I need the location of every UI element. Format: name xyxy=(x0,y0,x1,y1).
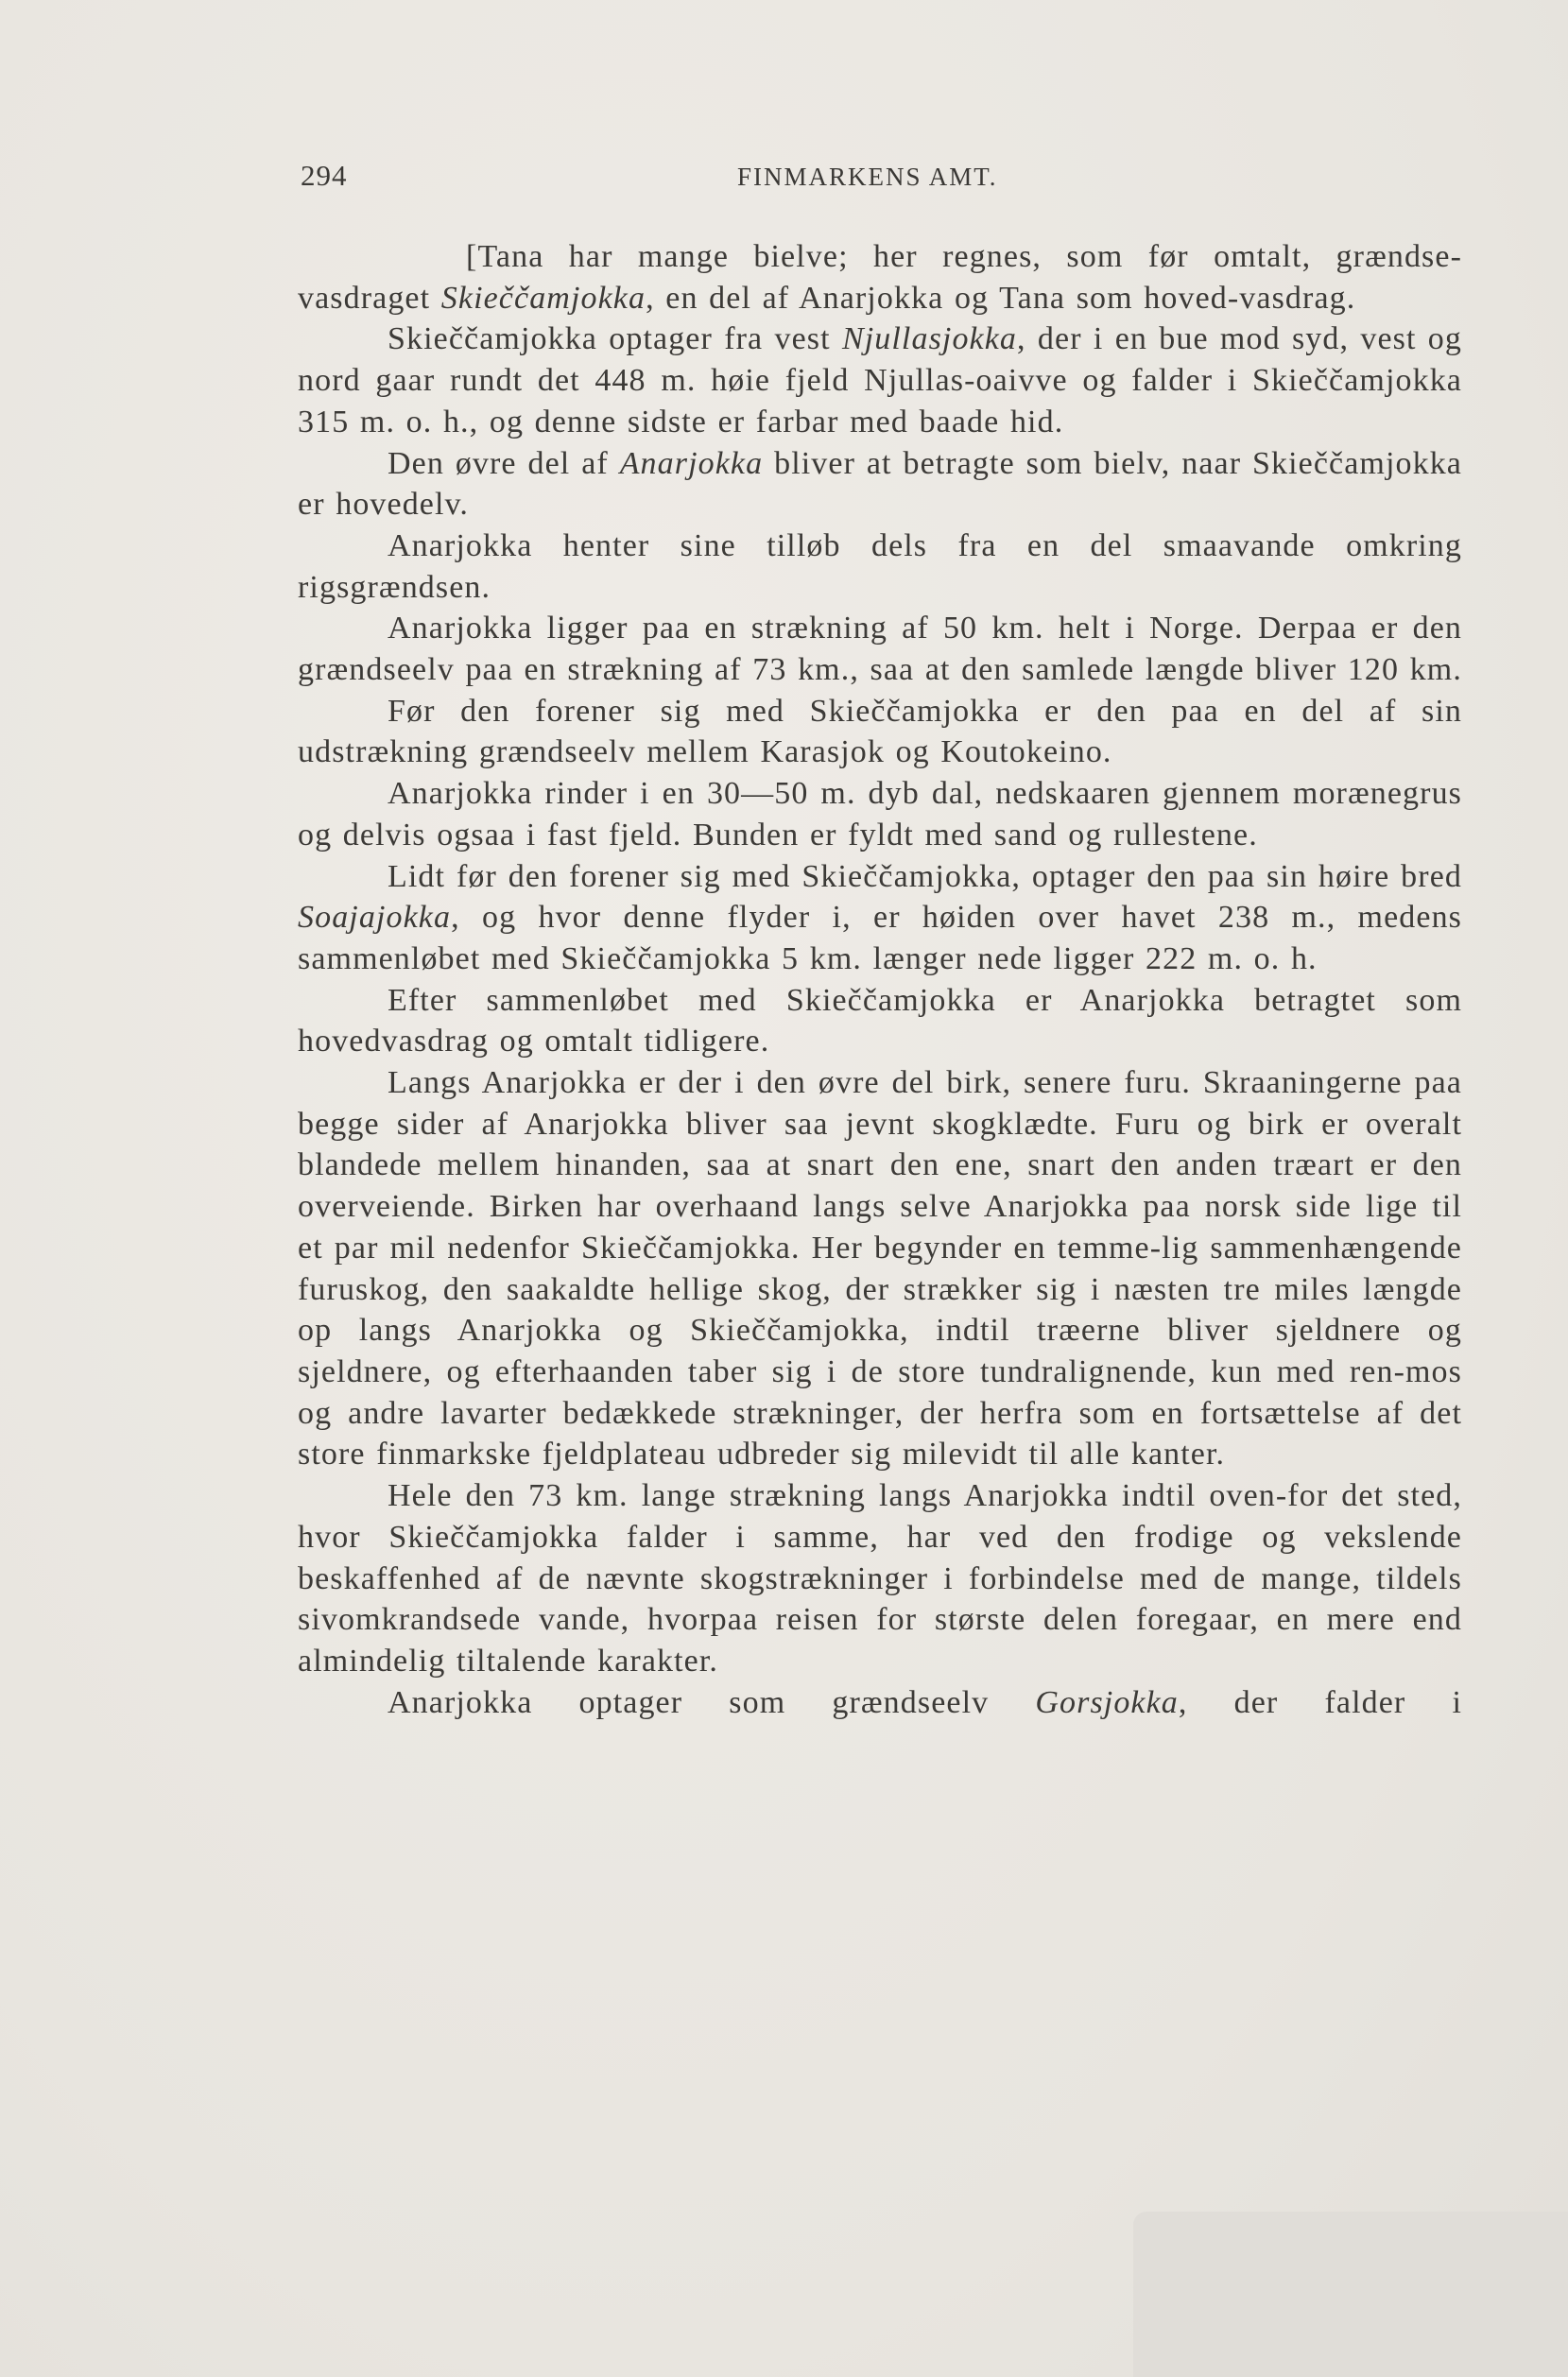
text-run: Anarjokka rinder i en 30—50 m. dyb dal, nedskaaren gjennem morænegrus og delvis ogsaa i fast fjeld. Bunden er fyldt med sand og rullestene. xyxy=(298,776,1462,853)
paragraph xyxy=(298,443,1462,525)
paragraph xyxy=(298,525,1462,608)
text-run: bliver at betragte som bielv, naar Skieččamjokka er hovedelv. xyxy=(298,445,1462,523)
text-run: Den øvre del af xyxy=(388,445,620,481)
italic-term: Soajajokka xyxy=(298,900,452,936)
paragraph xyxy=(298,1682,1462,1724)
text-run: Lidt før den forener sig med Skieččamjokka, optager den paa sin høire bred xyxy=(388,858,1462,894)
italic-term: Anarjokka xyxy=(619,445,764,481)
italic-term: Gorsjokka xyxy=(1035,1684,1179,1720)
text-run: Tana har mange bielve; her regnes, som før omtalt, grændse-vasdraget xyxy=(298,239,1462,316)
page-number: 294 xyxy=(301,159,348,192)
text-run: , og hvor denne flyder i, er høiden over havet 238 m., medens sammenløbet med Skieččamjokka 5 km. længer nede ligger 222 m. o. h. xyxy=(298,900,1462,976)
text-run: Langs Anarjokka er der i den øvre del birk, senere furu. Skraaningerne paa begge sider af Anarjokka bliver saa jevnt skogklædte. Furu og birk er overalt blandede mellem hinanden, saa at snart den ene, snart den anden træart er den overveiende. Birken har overhaand langs selve Anarjokka paa norsk side lige til et par mil nedenfor Skieččamjokka. Her begynder en temme-lig sammenhængende furuskog, den saakaldte hellige skog, der strækker sig i næsten tre miles længde op langs Anarjokka og Skieččamjokka, indtil træerne bliver sjeldnere og sjeldnere, og efterhaanden taber sig i de store tundralignende, kun med ren-mos og andre lavarter bedækkede strækninger, der herfra som en fortsættelse af det store finmarkske fjeldplateau udbreder sig milevidt til alle kanter. xyxy=(298,1065,1462,1473)
paragraph xyxy=(298,1475,1462,1682)
paragraph xyxy=(298,773,1462,855)
italic-term: Njullasjokka xyxy=(841,321,1018,357)
text-run: Anarjokka ligger paa en strækning af 50 km. helt i Norge. Derpaa er den grændseelv paa en strækning af 73 km., saa at den samlede længde bliver 120 km. xyxy=(298,611,1462,688)
paragraph xyxy=(298,980,1462,1062)
paragraph xyxy=(298,236,1462,319)
text-run: Anarjokka henter sine tilløb dels fra en del smaavande omkring rigsgrændsen. xyxy=(298,527,1462,605)
running-title: FINMARKENS AMT. xyxy=(737,163,998,191)
text-run: Anarjokka optager som grændseelv xyxy=(388,1684,1036,1720)
paragraph xyxy=(298,1062,1462,1475)
text-run: , der falder i xyxy=(1178,1684,1462,1720)
body-text xyxy=(298,236,1462,1723)
paragraph xyxy=(298,608,1462,690)
italic-term: Skieččamjokka xyxy=(440,280,646,316)
paragraph xyxy=(298,856,1462,980)
editorial-bracket: [ xyxy=(466,239,478,274)
paragraph xyxy=(298,319,1462,442)
text-run: , en del af Anarjokka og Tana som hoved-vasdrag. xyxy=(646,280,1356,316)
text-run: Efter sammenløbet med Skieččamjokka er Anarjokka betragtet som hovedvasdrag og omtalt tidligere. xyxy=(298,982,1462,1059)
text-run: , der i en bue mod syd, vest og nord gaar rundt det 448 m. høie fjeld Njullas-oaivve og falder i Skieččamjokka 315 m. o. h., og denne sidste er farbar med baade hid. xyxy=(298,321,1462,439)
text-run: Før den forener sig med Skieččamjokka er den paa en del af sin udstrækning grændseelv mellem Karasjok og Koutokeino. xyxy=(298,693,1462,770)
paragraph xyxy=(298,691,1462,773)
page-corner-shadow xyxy=(1133,2212,1568,2377)
text-run: Hele den 73 km. lange strækning langs Anarjokka indtil oven-for det sted, hvor Skieččamjokka falder i samme, har ved den frodige og vekslende beskaffenhed af de nævnte skogstrækninger i forbindelse med de mange, tildels sivomkrandsede vande, hvorpaa reisen for største delen foregaar, en mere end almindelig tiltalende karakter. xyxy=(298,1478,1462,1679)
text-run: Skieččamjokka optager fra vest xyxy=(388,321,842,357)
running-head xyxy=(301,159,1473,197)
